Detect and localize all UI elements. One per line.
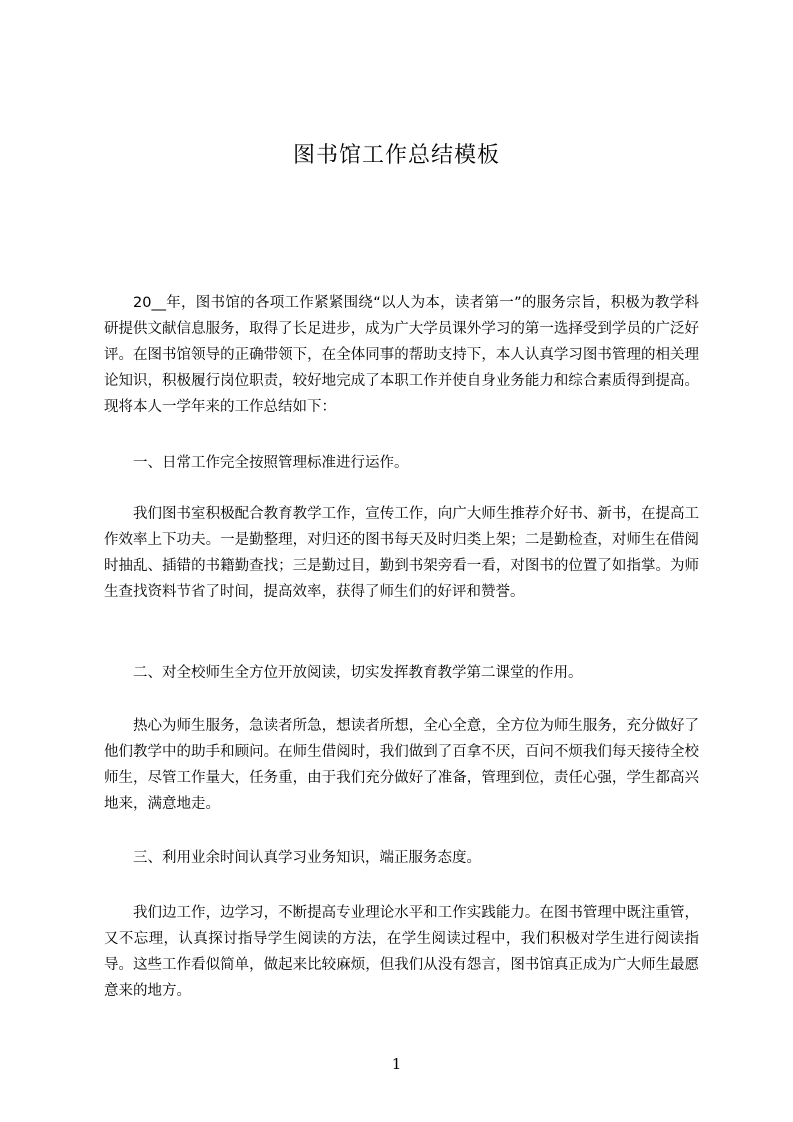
intro-paragraph: 20__年，图书馆的各项工作紧紧围绕“以人为本，读者第一”的服务宗旨，积极为教学科研提供文献信息服务，取得了长足进步，成为广大学员课外学习的第一选择受到学员的广泛好评。在图书馆领导的正确带领下，在全体同事的帮助支持下，本人认真学习图书管理的相关理论知识，积极履行岗位职责，较好地完成了本职工作并使自身业务能力和综合素质得到提高。现将本人一学年来的工作总结如下： [104,295,699,415]
section-1-paragraph: 我们图书室积极配合教育教学工作，宣传工作，向广大师生推荐介好书、新书，在提高工作效率上下功夫。一是勤整理，对归还的图书每天及时归类上架；二是勤检查，对师生在借阅时抽乱、插错的书籍勤查找；三是勤过目，勤到书架旁看一看，对图书的位置了如指掌。为师生查找资料节省了时间，提高效率，获得了师生们的好评和赞誉。 [104,506,699,600]
section-heading-3: 三、利用业余时间认真学习业务知识，端正服务态度。 [133,850,481,866]
section-heading-2: 二、对全校师生全方位开放阅读，切实发挥教育教学第二课堂的作用。 [133,665,583,681]
page-number: 1 [391,1055,402,1073]
document-title: 图书馆工作总结模板 [292,143,500,168]
section-3-paragraph: 我们边工作，边学习，不断提高专业理论水平和工作实践能力。在图书管理中既注重管，又不忘理，认真探讨指导学生阅读的方法，在学生阅读过程中，我们积极对学生进行阅读指导。这些工作看似简单，做起来比较麻烦，但我们从没有怨言，图书馆真正成为广大师生最愿意来的地方。 [104,905,699,999]
section-2-paragraph: 热心为师生服务，急读者所急，想读者所想，全心全意，全方位为师生服务，充分做好了他们教学中的助手和顾问。在师生借阅时，我们做到了百拿不厌，百问不烦我们每天接待全校师生，尽管工作量大，任务重，由于我们充分做好了准备，管理到位，责任心强，学生都高兴地来，满意地走。 [104,718,699,812]
section-heading-1: 一、日常工作完全按照管理标准进行运作。 [133,455,409,471]
